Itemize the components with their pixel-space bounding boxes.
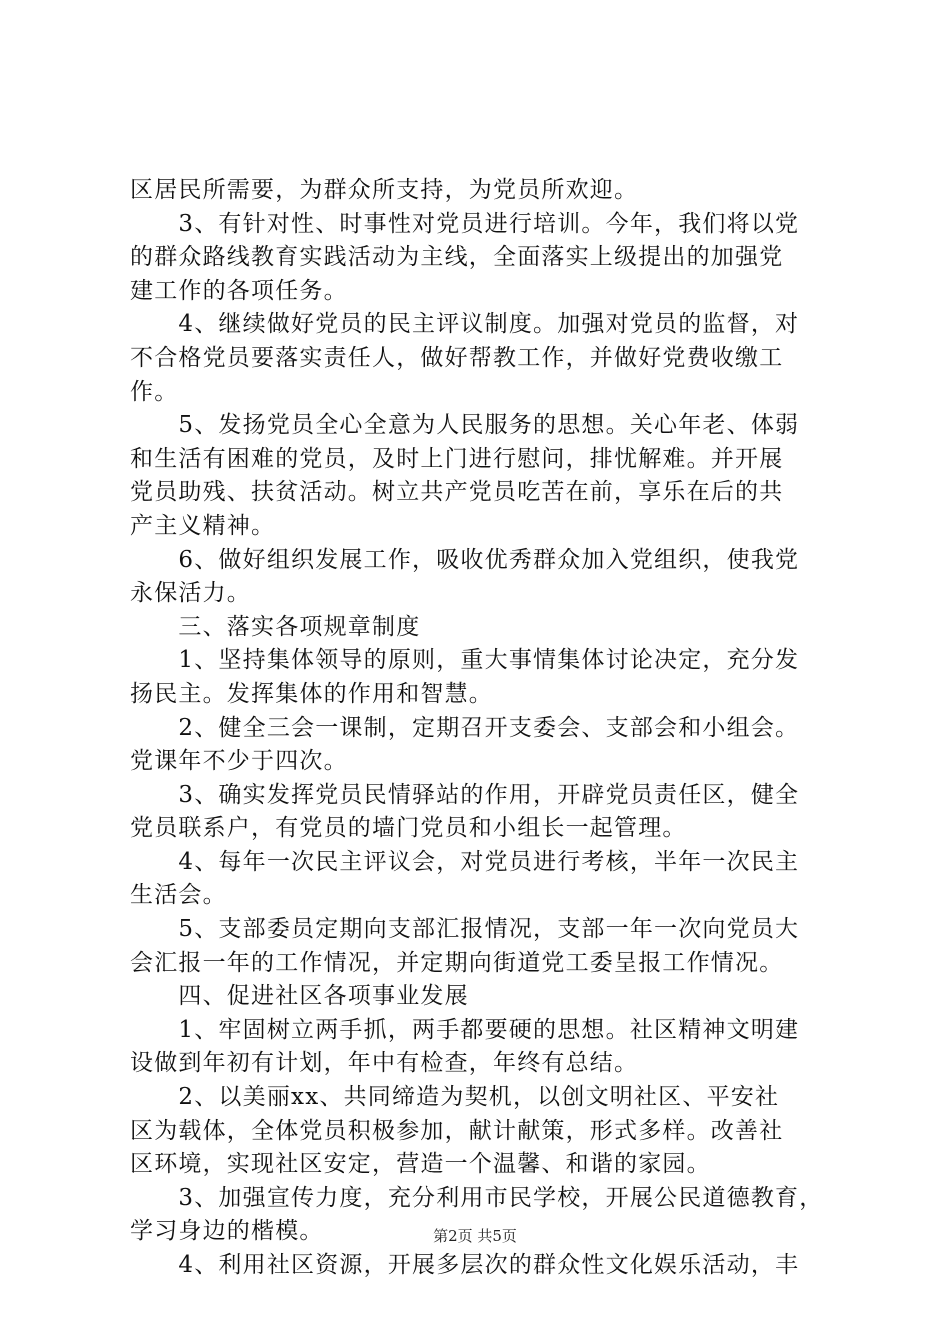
text-line: 5、发扬党员全心全意为人民服务的思想。关心年老、体弱 xyxy=(130,412,800,439)
text-line: 党员联系户，有党员的墙门党员和小组长一起管理。 xyxy=(130,815,687,842)
text-line: 4、继续做好党员的民主评议制度。加强对党员的监督，对 xyxy=(130,311,800,338)
text-line: 4、利用社区资源，开展多层次的群众性文化娱乐活动，丰 xyxy=(130,1252,800,1278)
text-line: 的群众路线教育实践活动为主线，全面落实上级提出的加强党 xyxy=(130,244,784,271)
text-line: 四、促进社区各项事业发展 xyxy=(130,983,469,1010)
text-line: 永保活力。 xyxy=(130,580,251,607)
text-line: 区居民所需要，为群众所支持，为党员所欢迎。 xyxy=(130,177,639,203)
text-line: 产主义精神。 xyxy=(130,512,276,539)
text-line: 会汇报一年的工作情况，并定期向街道党工委呈报工作情况。 xyxy=(130,949,784,976)
text-line: 2、健全三会一课制，定期召开支委会、支部会和小组会。 xyxy=(130,714,800,741)
text-line: 1、坚持集体领导的原则，重大事情集体讨论决定，充分发 xyxy=(130,647,800,674)
page-footer: 第2页 共5页 xyxy=(433,1227,517,1245)
text-line: 三、落实各项规章制度 xyxy=(130,613,421,640)
text-line: 建工作的各项任务。 xyxy=(130,277,348,304)
text-line: 区环境，实现社区安定，营造一个温馨、和谐的家园。 xyxy=(130,1151,711,1178)
text-line: 3、确实发挥党员民情驿站的作用，开辟党员责任区，健全 xyxy=(130,781,800,808)
text-line: 扬民主。发挥集体的作用和智慧。 xyxy=(130,680,493,707)
text-line: 党员助残、扶贫活动。树立共产党员吃苦在前，享乐在后的共 xyxy=(130,479,784,506)
text-line: 4、每年一次民主评议会，对党员进行考核，半年一次民主 xyxy=(130,848,800,875)
text-line: 6、做好组织发展工作，吸收优秀群众加入党组织，使我党 xyxy=(130,546,800,573)
text-line: 学习身边的楷模。 xyxy=(130,1218,324,1245)
text-line: 和生活有困难的党员，及时上门进行慰问，排忧解难。并开展 xyxy=(130,445,784,472)
text-line: 生活会。 xyxy=(130,882,227,909)
text-line: 3、有针对性、时事性对党员进行培训。今年，我们将以党 xyxy=(130,210,800,237)
text-line: 区为载体，全体党员积极参加，献计献策，形式多样。改善社 xyxy=(130,1117,784,1144)
body-text xyxy=(130,174,830,1283)
text-line: 不合格党员要落实责任人，做好帮教工作，并做好党费收缴工 xyxy=(130,344,784,371)
text-line: 设做到年初有计划，年中有检查，年终有总结。 xyxy=(130,1050,639,1077)
text-line: 党课年不少于四次。 xyxy=(130,748,348,775)
text-line: 2、以美丽xx、共同缔造为契机，以创文明社区、平安社 xyxy=(130,1084,780,1111)
text-line: 1、牢固树立两手抓，两手都要硬的思想。社区精神文明建 xyxy=(130,1016,800,1043)
text-line: 5、支部委员定期向支部汇报情况，支部一年一次向党员大 xyxy=(130,916,800,943)
text-line: 3、加强宣传力度，充分利用市民学校，开展公民道德教育， xyxy=(130,1184,824,1211)
text-line: 作。 xyxy=(130,378,179,405)
